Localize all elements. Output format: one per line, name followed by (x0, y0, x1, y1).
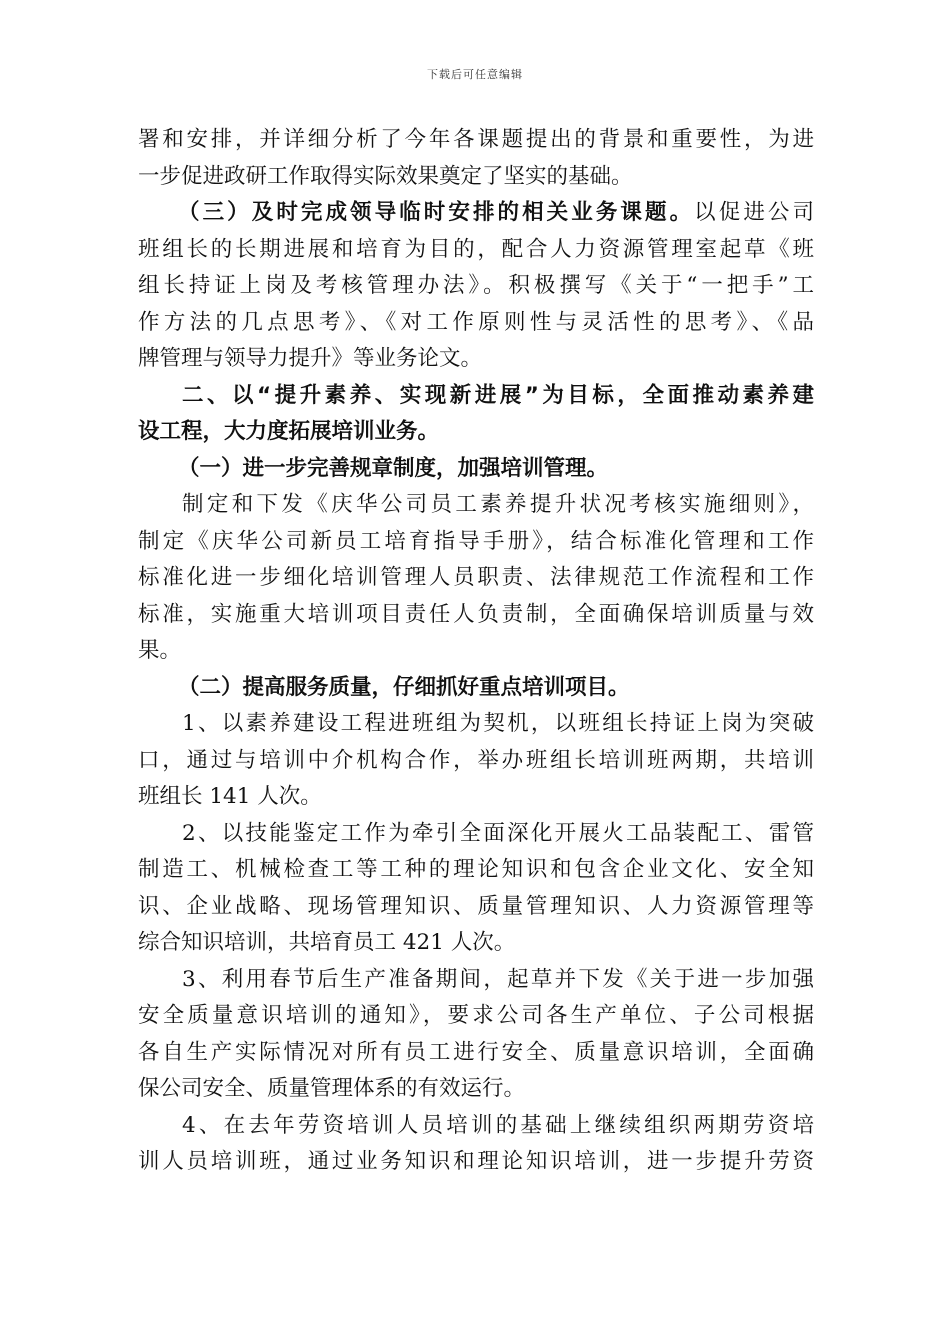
text-line: 1、以素养建设工程进班组为契机，以班组长持证上岗为突破 (182, 711, 814, 736)
chapter-heading-line: 二、以“提升素养、实现新进展”为目标，全面推动素养建 (182, 382, 814, 408)
subheading-1: （一）进一步完善规章制度，加强培训管理。 (178, 455, 609, 481)
text-line: 3、利用春节后生产准备期间，起草并下发《关于进一步加强 (182, 966, 814, 992)
text-line: 各自生产实际情况对所有员工进行安全、质量意识培训，全面确 (138, 1039, 814, 1065)
text-line: 标准化进一步细化培训管理人员职责、法律规范工作流程和工作 (138, 565, 814, 590)
section-lead-rest: 以促进公司 (694, 200, 814, 225)
text-line: 保公司安全、质量管理体系的有效运行。 (138, 1076, 526, 1101)
section-lead-line (138, 195, 814, 232)
text-line: 牌管理与领导力提升》等业务论文。 (138, 346, 483, 371)
text-line: 综合知识培训，共培育员工 421 人次。 (138, 930, 516, 955)
text-line: 4、在去年劳资培训人员培训的基础上继续组织两期劳资培 (182, 1112, 814, 1138)
text-line: 制造工、机械检查工等工种的理论知识和包含企业文化、安全知 (138, 857, 814, 882)
text-line: 制定和下发《庆华公司员工素养提升状况考核实施细则》， (182, 492, 814, 517)
document-body (138, 122, 814, 1181)
text-line: 班组长的长期进展和培育为目的，配合人力资源管理室起草《班 (138, 236, 814, 262)
text-line: 安全质量意识培训的通知》，要求公司各生产单位、子公司根据 (138, 1003, 814, 1028)
subheading-2: （二）提高服务质量，仔细抓好重点培训项目。 (178, 674, 630, 700)
header-watermark: 下载后可任意编辑 (427, 68, 523, 81)
text-line: 标准，实施重大培训项目责任人负责制，全面确保培训质量与效 (138, 601, 814, 627)
text-line: 2、以技能鉴定工作为牵引全面深化开展火工品装配工、雷管 (182, 820, 814, 846)
text-line: 班组长 141 人次。 (138, 784, 322, 809)
section-title-3: （三）及时完成领导临时安排的相关业务课题。 (178, 200, 695, 225)
text-line: 组长持证上岗及考核管理办法》。积极撰写《关于“一把手”工 (138, 273, 814, 298)
text-line: 署和安排，并详细分析了今年各课题提出的背景和重要性，为进 (138, 127, 814, 152)
text-line: 作方法的几点思考》、《对工作原则性与灵活性的思考》、《品 (138, 309, 814, 335)
text-line: 口，通过与培训中介机构合作，举办班组长培训班两期，共培训 (138, 747, 814, 773)
text-line: 一步促进政研工作取得实际效果奠定了坚实的基础。 (138, 163, 633, 189)
chapter-heading-line: 设工程，大力度拓展培训业务。 (138, 419, 440, 444)
text-line: 制定《庆华公司新员工培育指导手册》，结合标准化管理和工作 (138, 528, 814, 554)
text-line: 果。 (138, 638, 182, 663)
text-line: 训人员培训班，通过业务知识和理论知识培训，进一步提升劳资 (138, 1149, 814, 1174)
text-line: 识、企业战略、现场管理知识、质量管理知识、人力资源管理等 (138, 893, 814, 919)
